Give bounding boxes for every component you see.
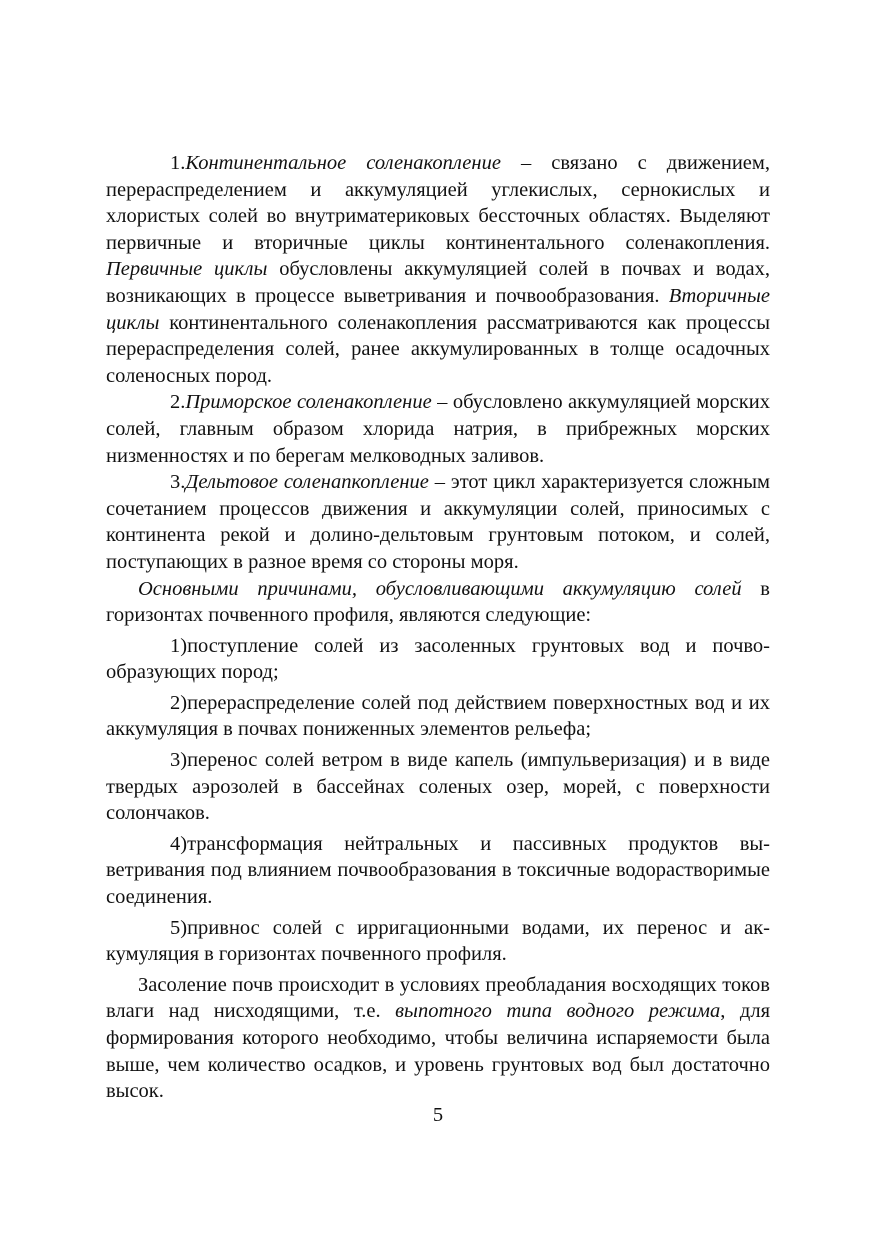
paragraph-delta bbox=[106, 469, 770, 575]
paragraph-text: континентального соленакопления рассматриваются как процессы перераспределения солей, ранее аккумулированных в толще осадочных соленосных пород. bbox=[106, 311, 770, 387]
paragraph-text: – связано с движением, перераспределением и аккумуляцией углекислых, сернокислых и хлористых солей во внутриматериковых бессточных областях. Выделяют первичные и вторичные циклы континентального соленакопления. bbox=[106, 152, 770, 254]
paragraph-text: Засоление почв происходит в условиях преобладания восходящих токов влаги над нисходящими, т.е. bbox=[106, 973, 770, 1023]
page-body bbox=[106, 150, 770, 1105]
paragraph-continental bbox=[106, 150, 770, 389]
list-item bbox=[106, 831, 770, 911]
paragraph-text: – этот цикл характеризуется сложным сочетанием процессов движения и аккумуляции солей, приносимых с континента рекой и долино-дельтовым грунтовым потоком, и солей, поступающих в разное время со стороны моря. bbox=[106, 471, 770, 573]
paragraph-causes-intro bbox=[106, 576, 770, 629]
list-text: поступление солей из засоленных грунтовых вод и почвообразующих пород; bbox=[106, 634, 770, 684]
page-number: 5 bbox=[432, 1104, 444, 1126]
term-water-regime: выпотного типа водного режима bbox=[395, 1000, 721, 1023]
term-continental: Континентальное соленакопление bbox=[185, 152, 501, 174]
list-item bbox=[106, 915, 770, 968]
term-marine: Приморское соленакопление bbox=[185, 391, 432, 414]
list-item bbox=[106, 747, 770, 827]
paragraph-text: , для формирования которого необходимо, чтобы величина испаряемости была выше, чем количество осадков, и уровень грунтовых вод был достаточно высок. bbox=[106, 1000, 771, 1103]
list-marker: 1) bbox=[170, 634, 188, 657]
paragraph-salinization bbox=[106, 972, 770, 1105]
paragraph-text: в горизонтах почвенного профиля, являются следующие: bbox=[106, 577, 770, 627]
list-item bbox=[106, 690, 770, 743]
list-marker: 3) bbox=[170, 749, 188, 772]
list-text: трансформация нейтральных и пассивных продуктов выветривания под влиянием почвообразования в токсичные водорастворимые соединения. bbox=[106, 832, 770, 909]
paragraph-marine bbox=[106, 389, 770, 469]
list-text: перенос солей ветром в виде капель (импульверизация) и в виде твердых аэрозолей в бассейнах соленых озер, морей, с поверхности солончаков. bbox=[106, 749, 770, 825]
term-primary-cycles: Первичные циклы bbox=[106, 258, 268, 281]
list-marker: 4) bbox=[170, 832, 188, 855]
list-item bbox=[106, 633, 770, 686]
paragraph-text: обусловлены аккумуляцией солей в почвах и водах, возникающих в процессе выветривания и почвообразования. bbox=[106, 258, 770, 307]
item-number: 3. bbox=[170, 471, 186, 494]
term-main-causes: Основными причинами, обусловливающими аккумуляцию солей bbox=[138, 577, 742, 600]
item-number: 1. bbox=[170, 152, 186, 174]
item-number: 2. bbox=[170, 391, 186, 414]
list-text: перераспределение солей под действием поверхностных вод и их аккумуляция в почвах пониженных элементов рельефа; bbox=[106, 691, 770, 741]
paragraph-text: – обусловлено аккумуляцией морских солей, главным образом хлорида натрия, в прибрежных морских низменностях и по берегам мелководных заливов. bbox=[106, 391, 770, 467]
list-text: привнос солей с ирригационными водами, их перенос и аккумуляция в горизонтах почвенного профиля. bbox=[106, 916, 770, 966]
list-marker: 5) bbox=[170, 916, 188, 939]
term-secondary-cycles: Вторичные циклы bbox=[106, 284, 770, 334]
term-delta: Дельтовое соленапкопление bbox=[185, 471, 429, 494]
list-marker: 2) bbox=[170, 691, 188, 714]
